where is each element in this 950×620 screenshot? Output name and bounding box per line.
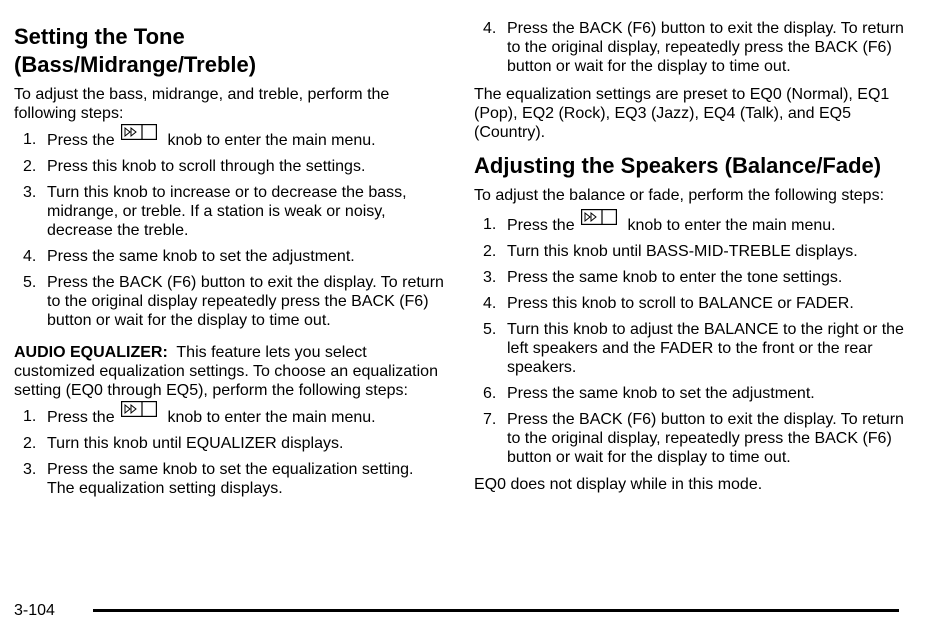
step-number: 4. — [23, 248, 37, 265]
speakers-intro: To adjust the balance or fade, perform the following steps: — [474, 187, 885, 204]
list-item — [474, 242, 904, 261]
right-column — [474, 0, 904, 494]
section-title-setting-tone — [14, 23, 444, 79]
speakers-steps-list — [474, 215, 904, 467]
step-text: Turn this knob until BASS-MID-TREBLE displays. — [507, 243, 858, 260]
list-item — [14, 247, 444, 266]
step-text: Press the — [47, 409, 115, 426]
list-item — [474, 215, 904, 235]
step-text: Press the BACK (F6) button to exit the display. To return to the original display repeatedly press the BACK (F6) button or wait for the display to time out. — [47, 274, 444, 329]
step-text: Press the same knob to set the equalization setting. The equalization setting displays. — [47, 461, 414, 497]
step-text: knob to enter the main menu. — [627, 217, 836, 234]
step-text: Press this knob to scroll through the settings. — [47, 158, 366, 175]
title-line-2: (Bass/Midrange/Treble) — [14, 52, 257, 77]
list-item — [14, 407, 444, 427]
list-item — [474, 294, 904, 313]
step-text: Press the same knob to set the adjustment. — [47, 248, 355, 265]
step-number: 2. — [483, 243, 497, 260]
step-text: Press this knob to scroll to BALANCE or FADER. — [507, 295, 854, 312]
list-item — [474, 268, 904, 287]
list-item — [474, 410, 904, 467]
tune-seek-knob-icon — [121, 124, 157, 140]
step-text: Turn this knob to adjust the BALANCE to the right or the left speakers and the FADER to the front or the rear speakers. — [507, 321, 904, 376]
step-number: 1. — [483, 216, 497, 233]
audio-equalizer-label: AUDIO EQUALIZER: — [14, 344, 168, 361]
step-number: 6. — [483, 385, 497, 402]
step-text: knob to enter the main menu. — [167, 409, 376, 426]
section-title-adjusting-speakers: Adjusting the Speakers (Balance/Fade) — [474, 153, 882, 178]
left-column — [14, 0, 444, 498]
closing-note: EQ0 does not display while in this mode. — [474, 476, 763, 493]
title-line-1: Setting the Tone — [14, 24, 185, 49]
list-item — [14, 460, 444, 498]
step-number: 2. — [23, 435, 37, 452]
step-number: 4. — [483, 20, 497, 37]
list-item — [14, 130, 444, 150]
step-number: 4. — [483, 295, 497, 312]
step-text: Turn this knob to increase or to decrease the bass, midrange, or treble. If a station is weak or noisy, decrease the treble. — [47, 184, 407, 239]
list-item — [474, 384, 904, 403]
equalizer-presets-paragraph: The equalization settings are preset to EQ0 (Normal), EQ1 (Pop), EQ2 (Rock), EQ3 (Jazz), EQ4 (Talk), and EQ5 (Country). — [474, 86, 890, 141]
page-number: 3-104 — [14, 602, 55, 619]
step-text: Press the BACK (F6) button to exit the display. To return to the original display, repeatedly press the BACK (F6) button or wait for the display to time out. — [507, 20, 904, 75]
list-item — [14, 183, 444, 240]
footer-divider — [93, 609, 899, 612]
list-item — [14, 434, 444, 453]
step-number: 1. — [23, 408, 37, 425]
step-text: Press the BACK (F6) button to exit the display. To return to the original display, repeatedly press the BACK (F6) button or wait for the display to time out. — [507, 411, 904, 466]
list-item — [474, 320, 904, 377]
equalizer-steps-continued — [474, 19, 904, 76]
tone-steps-list — [14, 130, 444, 330]
step-number: 7. — [483, 411, 497, 428]
step-number: 3. — [23, 184, 37, 201]
list-item — [14, 157, 444, 176]
audio-equalizer-text: This feature lets you select customized equalization settings. To choose an equalization setting (EQ0 through EQ5), perform the following steps: — [14, 344, 438, 399]
step-text: Press the same knob to set the adjustment. — [507, 385, 815, 402]
tune-seek-knob-icon — [121, 401, 157, 417]
step-text: knob to enter the main menu. — [167, 132, 376, 149]
list-item — [474, 19, 904, 76]
list-item — [14, 273, 444, 330]
step-number: 3. — [23, 461, 37, 478]
step-number: 1. — [23, 131, 37, 148]
step-text: Turn this knob until EQUALIZER displays. — [47, 435, 344, 452]
step-number: 3. — [483, 269, 497, 286]
step-number: 2. — [23, 158, 37, 175]
audio-equalizer-paragraph — [14, 343, 444, 400]
step-number: 5. — [23, 274, 37, 291]
equalizer-steps-list — [14, 407, 444, 498]
step-text: Press the same knob to enter the tone settings. — [507, 269, 843, 286]
tone-intro: To adjust the bass, midrange, and treble, perform the following steps: — [14, 86, 390, 122]
tune-seek-knob-icon — [581, 209, 617, 225]
step-text: Press the — [507, 217, 575, 234]
step-text: Press the — [47, 132, 115, 149]
step-number: 5. — [483, 321, 497, 338]
